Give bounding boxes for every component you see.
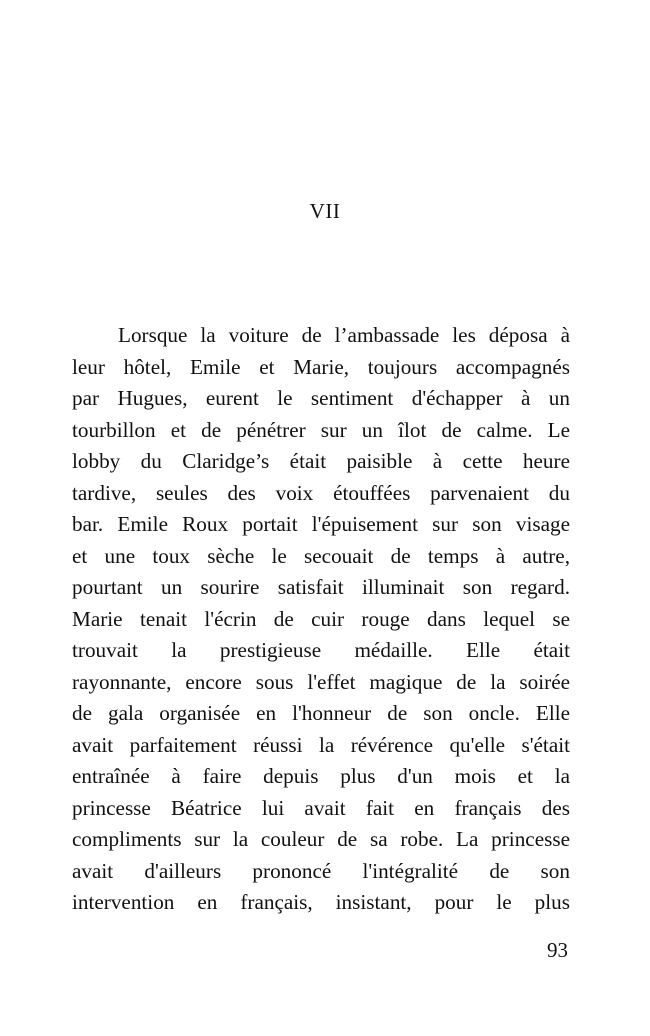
- text-line: de gala organisée en l'honneur de son oncle. Elle: [72, 701, 570, 725]
- text-line: tourbillon et de pénétrer sur un îlot de calme. Le: [72, 417, 570, 442]
- text-line: tardive, seules des voix étouffées parvenaient du: [72, 480, 570, 505]
- text-line: trouvait la prestigieuse médaille. Elle était: [72, 638, 570, 662]
- text-line: Marie tenait l'écrin de cuir rouge dans lequel se: [72, 606, 570, 631]
- text-line: par Hugues, eurent le sentiment d'échapper à un: [72, 386, 570, 410]
- text-line: lobby du Claridge’s était paisible à cette heure: [72, 449, 570, 473]
- body-paragraph: [72, 320, 570, 919]
- text-line: intervention en français, insistant, pour le plus: [72, 890, 570, 914]
- text-line: et une toux sèche le secouait de temps à autre,: [72, 543, 570, 568]
- page-number: 93: [547, 938, 568, 962]
- text-line: rayonnante, encore sous l'effet magique de la soirée: [72, 669, 570, 694]
- text-line: princesse Béatrice lui avait fait en français des: [72, 795, 570, 820]
- text-line: avait parfaitement réussi la révérence qu'elle s'était: [72, 732, 570, 757]
- text-line: bar. Emile Roux portait l'épuisement sur son visage: [72, 512, 570, 536]
- text-line: compliments sur la couleur de sa robe. La princesse: [72, 827, 570, 851]
- text-line: leur hôtel, Emile et Marie, toujours accompagnés: [72, 354, 570, 379]
- text-line: pourtant un sourire satisfait illuminait son regard.: [72, 575, 570, 599]
- text-line: Lorsque la voiture de l’ambassade les déposa à: [118, 323, 570, 347]
- chapter-heading: VII: [309, 199, 341, 223]
- text-line: entraînée à faire depuis plus d'un mois et la: [72, 764, 570, 788]
- text-line: avait d'ailleurs prononcé l'intégralité de son: [72, 858, 570, 883]
